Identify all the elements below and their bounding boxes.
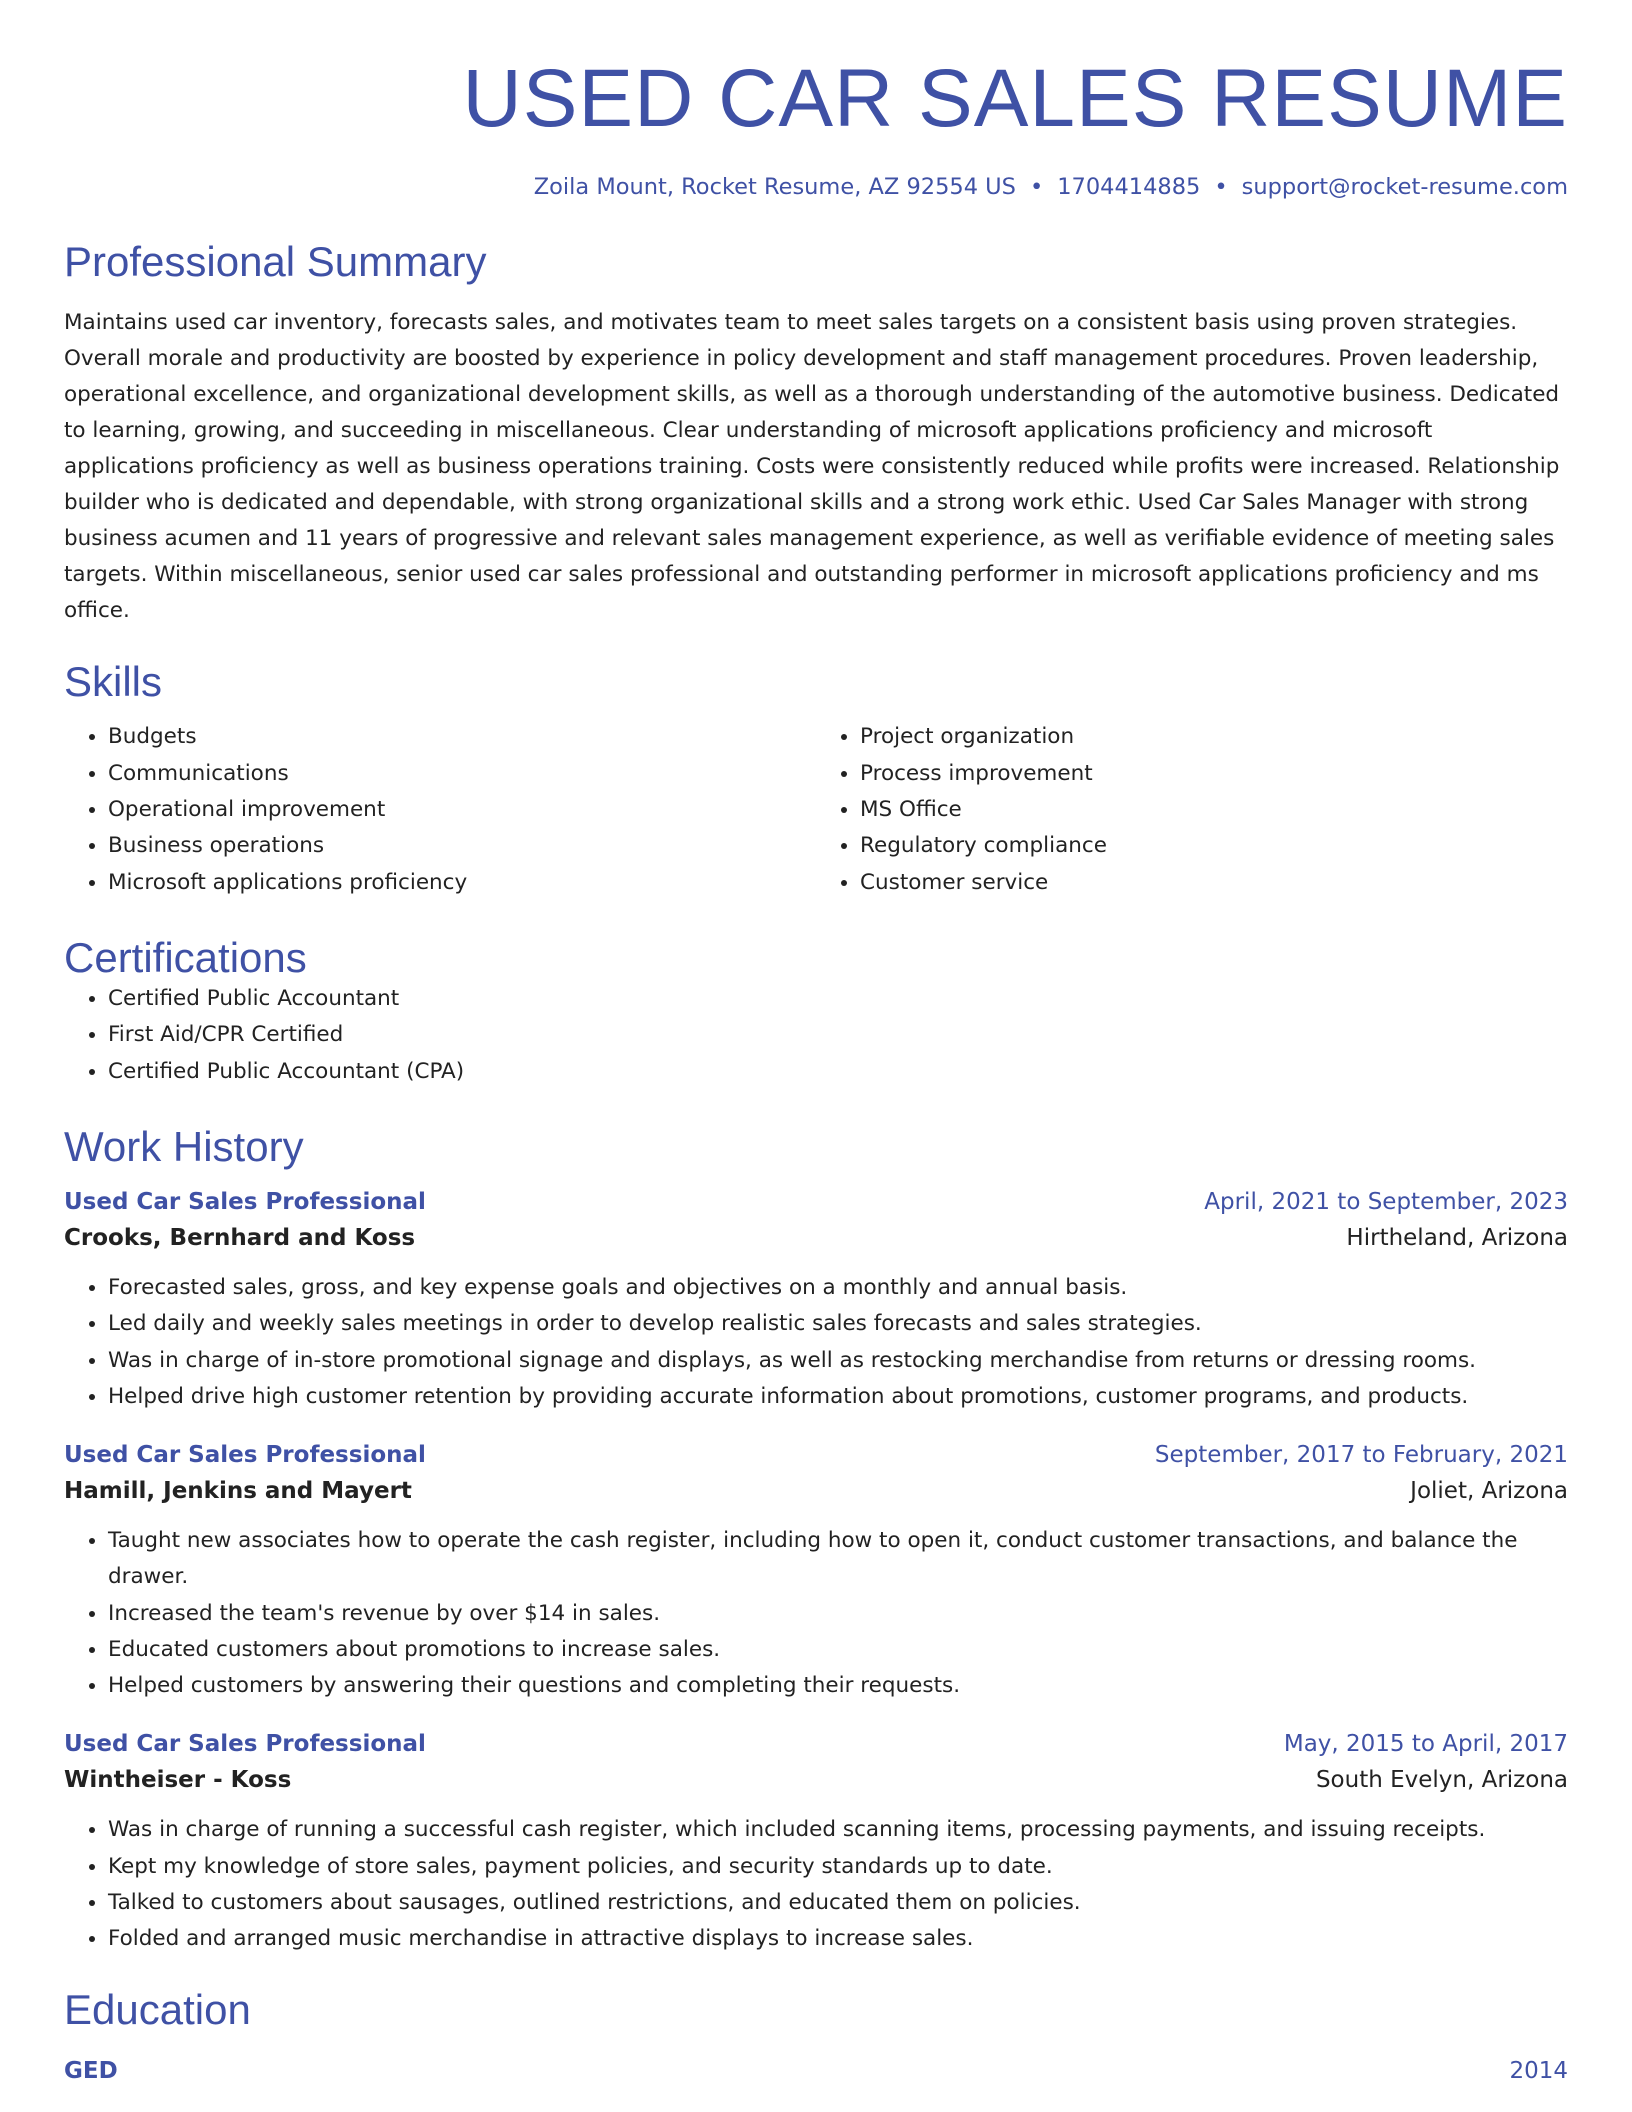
resume-header [64,0,1568,201]
job-entry [64,1188,1568,1415]
contact-line [64,174,1568,201]
job-company: Wintheiser - Koss [64,1767,292,1794]
job-dates: September, 2017 to February, 2021 [1154,1442,1568,1469]
job-bullet: • Folded and arranged music merchandise in attractive displays to increase sales. [108,1921,1568,1957]
skills-heading: Skills [64,658,163,706]
job-header-row [64,1188,1568,1218]
skills-list-left [64,719,816,900]
resume-title: USED CAR SALES RESUME [462,53,1568,144]
job-bullet: • Educated customers about promotions to increase sales. [108,1632,1568,1668]
job-bullet: • Led daily and weekly sales meetings in order to develop realistic sales forecasts and sales strategies. [108,1306,1568,1342]
job-location: Joliet, Arizona [1410,1478,1568,1505]
job-bullet: • Increased the team's revenue by over $14 in sales. [108,1596,1568,1632]
contact-separator: • [1214,174,1228,201]
certification-item: • Certified Public Accountant (CPA) [108,1054,1568,1090]
job-bullets [64,1270,1568,1415]
skill-item: • Regulatory compliance [860,828,1568,864]
job-header-row [64,1441,1568,1471]
job-bullet: • Was in charge of running a successful cash register, which included scanning items, processing payments, and issuing receipts. [108,1812,1568,1848]
work-history-heading: Work History [64,1123,304,1171]
job-bullet: • Was in charge of in-store promotional signage and displays, as well as restocking merchandise from returns or dressing rooms. [108,1343,1568,1379]
job-bullet: • Talked to customers about sausages, outlined restrictions, and educated them on policies. [108,1885,1568,1921]
contact-phone: 1704414885 [1057,174,1201,201]
job-entry [64,1730,1568,1957]
skill-item: • MS Office [860,792,1568,828]
contact-address: Zoila Mount, Rocket Resume, AZ 92554 US [533,174,1016,201]
skill-item: • Budgets [108,719,816,755]
summary-heading: Professional Summary [64,238,487,286]
job-title: Used Car Sales Professional [64,1442,426,1469]
job-title: Used Car Sales Professional [64,1189,426,1216]
job-bullet: • Helped drive high customer retention by providing accurate information about promotions, customer programs, and products. [108,1379,1568,1415]
certifications-heading: Certifications [64,933,307,981]
certification-item: • Certified Public Accountant [108,981,1568,1017]
education-row [64,2058,1568,2084]
job-location: South Evelyn, Arizona [1315,1767,1568,1794]
education-heading: Education [64,1986,251,2034]
skill-item: • Process improvement [860,756,1568,792]
education-degree: GED [64,2057,118,2084]
job-bullets [64,1812,1568,1957]
job-header-row [64,1730,1568,1760]
job-dates: April, 2021 to September, 2023 [1204,1189,1568,1216]
job-bullet: • Kept my knowledge of store sales, payment policies, and security standards up to date. [108,1849,1568,1885]
skill-item: • Project organization [860,719,1568,755]
job-bullet: • Forecasted sales, gross, and key expense goals and objectives on a monthly and annual basis. [108,1270,1568,1306]
skill-item: • Communications [108,756,816,792]
job-company-row [64,1760,1568,1796]
skill-item: • Business operations [108,828,816,864]
job-bullet: • Helped customers by answering their questions and completing their requests. [108,1668,1568,1704]
skill-item: • Microsoft applications proficiency [108,865,816,901]
education-year: 2014 [1509,2057,1568,2084]
contact-email[interactable]: support@rocket-resume.com [1241,174,1568,201]
certifications-list [64,981,1568,1090]
certification-item: • First Aid/CPR Certified [108,1017,1568,1053]
job-title: Used Car Sales Professional [64,1731,426,1758]
skill-item: • Operational improvement [108,792,816,828]
job-location: Hirtheland, Arizona [1346,1225,1568,1252]
job-company: Hamill, Jenkins and Mayert [64,1478,412,1505]
job-company: Crooks, Bernhard and Koss [64,1225,416,1252]
contact-separator: • [1029,174,1044,201]
job-entry [64,1441,1568,1704]
job-bullets [64,1523,1568,1704]
skills-list-right [816,719,1568,900]
job-company-row [64,1471,1568,1507]
job-company-row [64,1218,1568,1254]
job-dates: May, 2015 to April, 2017 [1283,1731,1568,1758]
job-bullet: • Taught new associates how to operate the cash register, including how to open it, conduct customer transactions, and balance the drawer. [108,1523,1568,1596]
summary-text: Maintains used car inventory, forecasts sales, and motivates team to meet sales targets on a consistent basis using proven strategies. Overall morale and productivity are boosted by experience in policy development and staff management procedures. Proven leadership, operational excellence, and organizational development skills, as well as a thorough understanding of the automotive business. Dedicated to learning, growing, and succeeding in miscellaneous. Clear understanding of microsoft applications proficiency and microsoft applications proficiency as well as business operations training. Costs were consistently reduced while profits were increased. Relationship builder who is dedicated and dependable, with strong organizational skills and a strong work ethic. Used Car Sales Manager with strong business acumen and 11 years of progressive and relevant sales management experience, as well as verifiable evidence of meeting sales targets. Within miscellaneous, senior used car sales professional and outstanding performer in microsoft applications proficiency and ms office. [64,310,1560,624]
skills-grid [64,719,1568,900]
skill-item: • Customer service [860,865,1568,901]
